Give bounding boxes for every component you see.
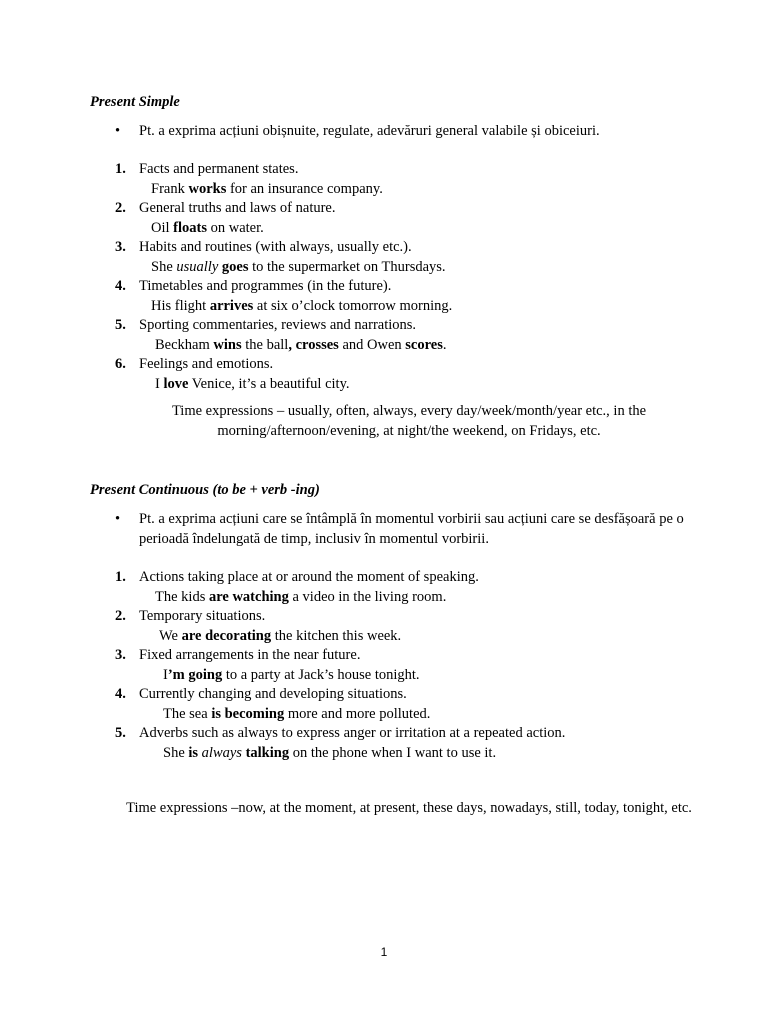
bullet-icon: • <box>115 511 121 527</box>
list-item-number: 2. <box>115 200 126 216</box>
time-expressions-present-continuous: Time expressions –now, at the moment, at present, these days, nowadays, still, today, tonight, etc. <box>126 800 692 816</box>
example-verb: , crosses <box>288 336 339 353</box>
example-verb: scores <box>405 336 443 353</box>
example-text: and Owen <box>338 336 406 353</box>
list-item-title: Habits and routines (with always, usually etc.). <box>139 239 412 255</box>
list-item <box>115 316 715 355</box>
usage-list-present-continuous <box>115 568 715 763</box>
bullet-item <box>115 510 685 549</box>
example-text: on water. <box>207 219 264 236</box>
example-text: She <box>163 744 189 761</box>
example-verb: works <box>188 180 227 197</box>
example-adverb: always <box>201 744 242 761</box>
list-item-number: 4. <box>115 686 126 702</box>
example-sentence <box>151 258 715 278</box>
example-text: the ball <box>241 336 289 353</box>
example-text: to the supermarket on Thursdays. <box>248 258 446 275</box>
time-expressions-present-simple: Time expressions – usually, often, always, every day/week/month/year etc., in the morning/afternoon/evening, at night/the weekend, on Fridays, etc. <box>171 403 647 439</box>
list-item <box>115 646 715 685</box>
example-text: His flight <box>151 297 210 314</box>
example-text: Venice, it’s a beautiful city. <box>188 375 350 392</box>
list-item-number: 6. <box>115 356 126 372</box>
example-text: She <box>151 258 177 275</box>
example-text: for an insurance company. <box>226 180 383 197</box>
list-item-title: Facts and permanent states. <box>139 161 299 177</box>
example-verb: are decorating <box>181 627 272 644</box>
list-item <box>115 724 715 763</box>
example-sentence <box>159 627 715 647</box>
list-item-number: 1. <box>115 569 126 585</box>
list-item <box>115 238 715 277</box>
bullet-text: Pt. a exprima acțiuni obișnuite, regulate, adevăruri general valabile și obiceiuri. <box>139 123 600 139</box>
list-item-title: Fixed arrangements in the near future. <box>139 647 361 663</box>
example-verb: goes <box>221 258 249 275</box>
example-text: more and more polluted. <box>284 705 431 722</box>
list-item-number: 4. <box>115 278 126 294</box>
bullet-text: Pt. a exprima acțiuni care se întâmplă în momentul vorbirii sau acțiuni care se desfășoară pe o perioadă îndelungată de timp, inclusiv în momentul vorbirii. <box>139 511 684 547</box>
list-item-title: Actions taking place at or around the moment of speaking. <box>139 569 479 585</box>
list-item-number: 5. <box>115 725 126 741</box>
list-item <box>115 160 715 199</box>
example-verb: love <box>163 375 189 392</box>
example-text: The kids <box>155 588 209 605</box>
example-text: a video in the living room. <box>288 588 447 605</box>
example-adverb: usually <box>176 258 219 275</box>
list-item-title: General truths and laws of nature. <box>139 200 336 216</box>
example-sentence <box>151 219 715 239</box>
list-item-title: Timetables and programmes (in the future). <box>139 278 392 294</box>
example-sentence <box>163 666 715 686</box>
example-text: We <box>159 627 182 644</box>
example-text: The sea <box>163 705 212 722</box>
example-sentence <box>151 297 715 317</box>
list-item-title: Adverbs such as always to express anger or irritation at a repeated action. <box>139 725 566 741</box>
example-text: . <box>442 336 447 353</box>
list-item <box>115 199 715 238</box>
example-verb: is <box>188 744 199 761</box>
example-verb: ’m going <box>167 666 223 683</box>
list-item <box>115 607 715 646</box>
example-verb: arrives <box>209 297 254 314</box>
section-heading-present-simple: Present Simple <box>90 94 180 110</box>
example-text: Oil <box>151 219 174 236</box>
list-item-title: Sporting commentaries, reviews and narrations. <box>139 317 417 333</box>
example-verb: talking <box>245 744 290 761</box>
example-verb: floats <box>173 219 207 236</box>
list-item-number: 5. <box>115 317 126 333</box>
example-text: the kitchen this week. <box>271 627 402 644</box>
example-verb: are watching <box>208 588 289 605</box>
list-item-number: 2. <box>115 608 126 624</box>
example-verb: wins <box>213 336 242 353</box>
example-verb: is becoming <box>211 705 285 722</box>
list-item <box>115 685 715 724</box>
example-sentence <box>151 180 715 200</box>
bullet-icon: • <box>115 123 121 139</box>
example-text: I <box>163 666 168 683</box>
usage-list-present-simple <box>115 160 715 394</box>
list-item <box>115 355 715 394</box>
list-item-title: Currently changing and developing situations. <box>139 686 407 702</box>
bullet-item <box>115 122 685 142</box>
example-sentence <box>155 336 715 356</box>
list-item <box>115 277 715 316</box>
example-sentence <box>155 375 715 395</box>
list-item-title: Feelings and emotions. <box>139 356 274 372</box>
example-text: on the phone when I want to use it. <box>289 744 497 761</box>
example-text: to a party at Jack’s house tonight. <box>222 666 420 683</box>
section-heading-present-continuous: Present Continuous (to be + verb -ing) <box>90 482 320 498</box>
example-text: Beckham <box>155 336 214 353</box>
list-item-title: Temporary situations. <box>139 608 266 624</box>
example-text: Frank <box>151 180 189 197</box>
example-sentence <box>163 705 715 725</box>
list-item-number: 3. <box>115 647 126 663</box>
list-item-number: 1. <box>115 161 126 177</box>
example-text: at six o’clock tomorrow morning. <box>253 297 453 314</box>
list-item-number: 3. <box>115 239 126 255</box>
example-text: I <box>155 375 164 392</box>
example-sentence <box>155 588 715 608</box>
list-item <box>115 568 715 607</box>
page-number: 1 <box>380 945 388 959</box>
example-sentence <box>163 744 715 764</box>
